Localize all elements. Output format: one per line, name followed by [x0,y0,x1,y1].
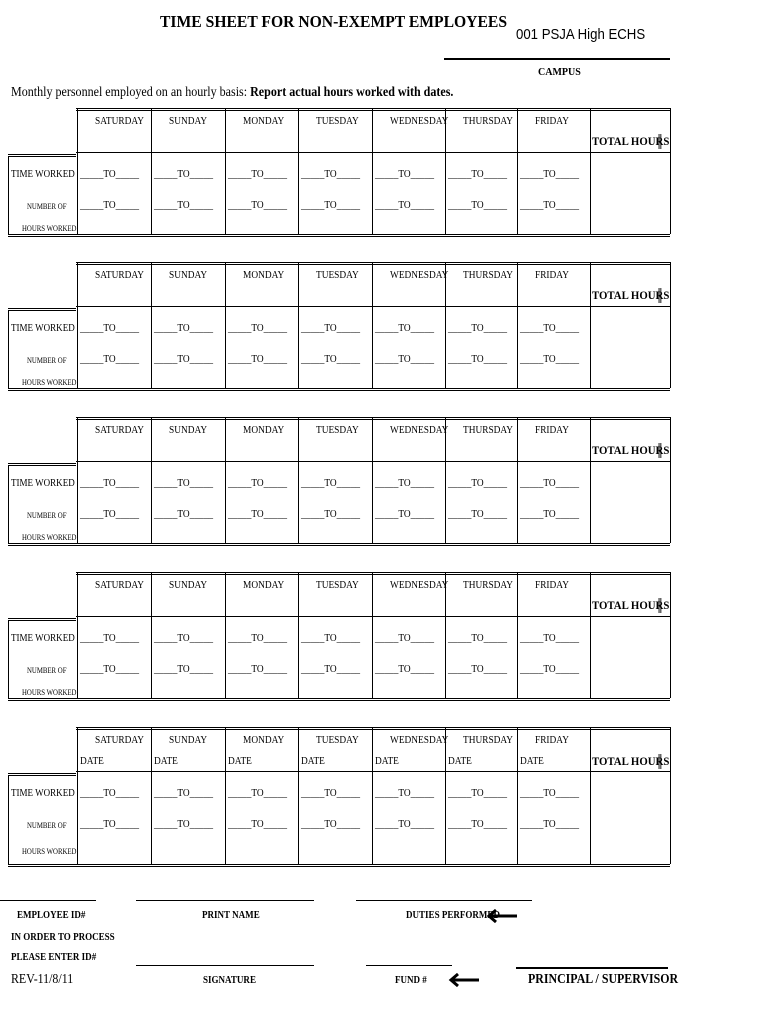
hours-field[interactable]: _____TO_____ [520,353,580,365]
time-in-out-field[interactable]: _____TO_____ [228,787,288,799]
block-top-rule [76,727,670,730]
day-header: THURSDAY [463,579,514,591]
instructions-bold: Report actual hours worked with dates. [250,85,454,100]
column-rule [517,417,518,543]
campus-label: CAMPUS [538,67,581,78]
hours-field[interactable]: _____TO_____ [301,818,361,830]
total-hours-label: TOTAL HOURS [592,134,670,148]
day-header: WEDNESDAY [390,115,449,127]
column-rule [77,572,78,698]
time-in-out-field[interactable]: _____TO_____ [228,168,288,180]
time-in-out-field[interactable]: _____TO_____ [375,168,435,180]
hours-field[interactable]: _____TO_____ [154,818,214,830]
day-header: TUESDAY [316,115,359,127]
day-header: WEDNESDAY [390,424,449,436]
day-header: SUNDAY [169,269,208,281]
time-in-out-field[interactable]: _____TO_____ [80,632,140,644]
column-rule [298,572,299,698]
hours-field[interactable]: _____TO_____ [228,663,288,675]
day-header: THURSDAY [463,424,514,436]
page-title: TIME SHEET FOR NON-EXEMPT EMPLOYEES [160,12,508,31]
column-rule [225,108,226,234]
date-field[interactable]: DATE [520,755,544,767]
fund-label: FUND # [395,974,427,986]
date-field[interactable]: DATE [154,755,178,767]
date-field[interactable]: DATE [301,755,325,767]
time-in-out-field[interactable]: _____TO_____ [154,477,214,489]
column-rule [298,417,299,543]
employee-id-line[interactable] [0,900,96,901]
label-box-rule [8,154,76,157]
campus-line [444,58,670,60]
column-rule [670,727,671,864]
column-rule [77,108,78,234]
please-enter-text: PLEASE ENTER ID# [11,951,97,963]
column-rule [151,262,152,388]
hours-field[interactable]: _____TO_____ [448,818,508,830]
day-header: SATURDAY [95,269,145,281]
hours-field[interactable]: _____TO_____ [154,353,214,365]
header-rule [76,152,670,153]
column-rule [225,727,226,864]
column-rule [670,572,671,698]
block-top-rule [76,108,670,111]
week-block [0,727,770,870]
block-top-rule [76,417,670,420]
signature-line[interactable] [136,965,314,966]
day-header: WEDNESDAY [390,579,449,591]
column-rule [298,108,299,234]
column-rule [590,727,591,864]
week-block [0,417,770,549]
time-worked-label: TIME WORKED [11,322,75,334]
column-rule [151,108,152,234]
date-field[interactable]: DATE [375,755,399,767]
hours-field[interactable]: _____TO_____ [301,199,361,211]
time-in-out-field[interactable]: _____TO_____ [448,322,508,334]
column-rule [590,572,591,698]
column-rule [372,108,373,234]
column-rule [151,727,152,864]
number-of-label: NUMBER OF [27,356,67,365]
week-block [0,572,770,704]
time-in-out-field[interactable]: _____TO_____ [228,477,288,489]
column-rule [77,262,78,388]
time-in-out-field[interactable]: _____TO_____ [520,632,580,644]
time-in-out-field[interactable]: _____TO_____ [520,477,580,489]
hours-field[interactable]: _____TO_____ [228,818,288,830]
day-header: SATURDAY [95,734,145,746]
block-bottom-rule [8,698,670,701]
instructions [11,85,453,101]
column-rule [298,727,299,864]
header-rule [76,461,670,462]
column-rule [670,262,671,388]
column-rule [372,417,373,543]
day-header: SUNDAY [169,579,208,591]
day-header: FRIDAY [535,115,569,127]
date-field[interactable]: DATE [80,755,104,767]
print-name-line[interactable] [136,900,314,901]
column-rule [225,417,226,543]
column-rule [590,417,591,543]
time-in-out-field[interactable]: _____TO_____ [80,787,140,799]
day-header: MONDAY [243,424,285,436]
hours-worked-label: HOURS WORKED [22,224,77,233]
time-worked-label: TIME WORKED [11,477,75,489]
block-top-rule [76,572,670,575]
fund-line[interactable] [366,965,452,966]
hours-field[interactable]: _____TO_____ [375,199,435,211]
column-rule [590,108,591,234]
day-header: MONDAY [243,734,285,746]
campus-value[interactable]: 001 PSJA High ECHS [516,26,646,43]
time-in-out-field[interactable]: _____TO_____ [228,632,288,644]
label-box-rule [8,618,76,621]
day-header: SUNDAY [169,115,208,127]
column-rule [445,727,446,864]
hours-field[interactable]: _____TO_____ [301,508,361,520]
hours-field[interactable]: _____TO_____ [375,508,435,520]
number-of-label: NUMBER OF [27,666,67,675]
time-in-out-field[interactable]: _____TO_____ [301,632,361,644]
hours-field[interactable]: _____TO_____ [448,199,508,211]
day-header: SATURDAY [95,579,145,591]
total-hours-label: TOTAL HOURS [592,288,670,302]
time-in-out-field[interactable]: _____TO_____ [154,168,214,180]
block-bottom-rule [8,234,670,237]
hours-field[interactable]: _____TO_____ [375,663,435,675]
time-in-out-field[interactable]: _____TO_____ [80,322,140,334]
time-in-out-field[interactable]: _____TO_____ [80,168,140,180]
hours-field[interactable]: _____TO_____ [80,199,140,211]
column-rule [151,572,152,698]
hours-field[interactable]: _____TO_____ [80,353,140,365]
column-rule [372,262,373,388]
header-rule [76,306,670,307]
column-rule [517,108,518,234]
day-header: TUESDAY [316,269,359,281]
column-rule [517,262,518,388]
time-in-out-field[interactable]: _____TO_____ [154,632,214,644]
column-rule [225,262,226,388]
number-of-label: NUMBER OF [27,511,67,520]
day-header: WEDNESDAY [390,734,449,746]
hours-field[interactable]: _____TO_____ [228,508,288,520]
duties-line[interactable] [356,900,532,901]
in-order-text: IN ORDER TO PROCESS [11,931,115,943]
time-in-out-field[interactable]: _____TO_____ [448,168,508,180]
day-header: THURSDAY [463,734,514,746]
hours-field[interactable]: _____TO_____ [448,508,508,520]
day-header: THURSDAY [463,269,514,281]
time-in-out-field[interactable]: _____TO_____ [520,322,580,334]
hours-field[interactable]: _____TO_____ [80,508,140,520]
total-hours-label: TOTAL HOURS [592,754,670,768]
column-rule [590,262,591,388]
total-hours-label: TOTAL HOURS [592,598,670,612]
hours-field[interactable]: _____TO_____ [154,663,214,675]
time-in-out-field[interactable]: _____TO_____ [154,322,214,334]
hours-field[interactable]: _____TO_____ [301,663,361,675]
principal-supervisor-label: PRINCIPAL / SUPERVISOR [528,972,679,987]
column-rule [372,727,373,864]
column-rule [517,572,518,698]
block-bottom-rule [8,543,670,546]
arrow-left-icon [448,973,480,987]
day-header: TUESDAY [316,579,359,591]
day-header: THURSDAY [463,115,514,127]
time-in-out-field[interactable]: _____TO_____ [301,477,361,489]
column-rule [151,417,152,543]
hours-field[interactable]: _____TO_____ [448,353,508,365]
header-rule [76,616,670,617]
employee-id-label: EMPLOYEE ID# [17,909,86,921]
arrow-left-icon [486,909,518,923]
time-in-out-field[interactable]: _____TO_____ [154,787,214,799]
hours-field[interactable]: _____TO_____ [375,353,435,365]
hours-worked-label: HOURS WORKED [22,533,77,542]
time-in-out-field[interactable]: _____TO_____ [80,477,140,489]
time-in-out-field[interactable]: _____TO_____ [448,632,508,644]
hours-field[interactable]: _____TO_____ [520,818,580,830]
block-bottom-rule [8,864,670,867]
column-rule [298,262,299,388]
time-in-out-field[interactable]: _____TO_____ [301,322,361,334]
hours-worked-label: HOURS WORKED [22,847,77,856]
time-worked-label: TIME WORKED [11,787,75,799]
column-rule [77,727,78,864]
day-header: MONDAY [243,115,285,127]
hours-field[interactable]: _____TO_____ [448,663,508,675]
time-worked-label: TIME WORKED [11,632,75,644]
hours-worked-label: HOURS WORKED [22,378,77,387]
column-rule [670,108,671,234]
hours-field[interactable]: _____TO_____ [80,818,140,830]
duties-performed-label: DUTIES PERFORMED [406,909,500,921]
week-block [0,262,770,394]
print-name-label: PRINT NAME [202,909,260,921]
time-worked-label: TIME WORKED [11,168,75,180]
day-header: FRIDAY [535,269,569,281]
hours-field[interactable]: _____TO_____ [228,353,288,365]
column-rule [517,727,518,864]
time-in-out-field[interactable]: _____TO_____ [375,322,435,334]
label-box-rule [8,775,9,864]
header-rule [76,771,670,772]
day-header: FRIDAY [535,734,569,746]
week-block [0,108,770,240]
time-in-out-field[interactable]: _____TO_____ [228,322,288,334]
label-box-rule [8,773,76,776]
date-field[interactable]: DATE [228,755,252,767]
column-rule [372,572,373,698]
label-box-rule [8,463,76,466]
time-in-out-field[interactable]: _____TO_____ [301,168,361,180]
hours-field[interactable]: _____TO_____ [375,818,435,830]
number-of-label: NUMBER OF [27,202,67,211]
time-in-out-field[interactable]: _____TO_____ [520,787,580,799]
label-box-rule [8,308,76,311]
day-header: SATURDAY [95,115,145,127]
column-rule [225,572,226,698]
day-header: FRIDAY [535,424,569,436]
day-header: TUESDAY [316,424,359,436]
hours-field[interactable]: _____TO_____ [520,663,580,675]
label-box-rule [8,465,9,543]
total-hours-label: TOTAL HOURS [592,443,670,457]
label-box-rule [8,620,9,698]
date-field[interactable]: DATE [448,755,472,767]
hours-worked-label: HOURS WORKED [22,688,77,697]
hours-field[interactable]: _____TO_____ [520,199,580,211]
time-in-out-field[interactable]: _____TO_____ [520,168,580,180]
time-in-out-field[interactable]: _____TO_____ [375,632,435,644]
time-in-out-field[interactable]: _____TO_____ [448,477,508,489]
column-rule [77,417,78,543]
label-box-rule [8,310,9,388]
day-header: WEDNESDAY [390,269,449,281]
day-header: SATURDAY [95,424,145,436]
day-header: FRIDAY [535,579,569,591]
hours-field[interactable]: _____TO_____ [80,663,140,675]
label-box-rule [8,156,9,234]
principal-line[interactable] [516,967,668,969]
block-top-rule [76,262,670,265]
time-in-out-field[interactable]: _____TO_____ [375,787,435,799]
time-in-out-field[interactable]: _____TO_____ [448,787,508,799]
day-header: SUNDAY [169,424,208,436]
time-in-out-field[interactable]: _____TO_____ [301,787,361,799]
column-rule [670,417,671,543]
day-header: MONDAY [243,269,285,281]
day-header: TUESDAY [316,734,359,746]
block-bottom-rule [8,388,670,391]
day-header: SUNDAY [169,734,208,746]
revision-label: REV-11/8/11 [11,972,74,987]
hours-field[interactable]: _____TO_____ [301,353,361,365]
hours-field[interactable]: _____TO_____ [228,199,288,211]
instructions-text: Monthly personnel employed on an hourly basis: [11,85,251,100]
hours-field[interactable]: _____TO_____ [154,508,214,520]
number-of-label: NUMBER OF [27,821,67,830]
hours-field[interactable]: _____TO_____ [520,508,580,520]
time-in-out-field[interactable]: _____TO_____ [375,477,435,489]
day-header: MONDAY [243,579,285,591]
hours-field[interactable]: _____TO_____ [154,199,214,211]
signature-label: SIGNATURE [203,974,256,986]
